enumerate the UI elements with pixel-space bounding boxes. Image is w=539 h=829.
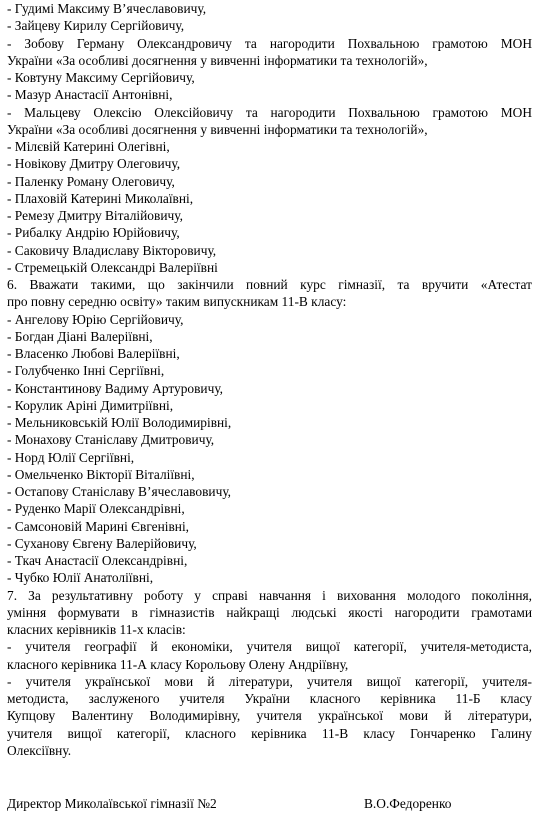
text-line: - Богдан Діані Валеріївні,	[7, 328, 153, 344]
text-line: - Руденко Марії Олександрівні,	[7, 501, 185, 517]
text-line: класного керівника 11-А класу Корольову Олену Андріївну,	[7, 656, 349, 672]
text-line: класних керівників 11-х класів:	[7, 622, 186, 637]
text-line: Олексіївну.	[7, 742, 72, 758]
text-line: - Мельниковській Юлії Володимирівні,	[7, 415, 232, 430]
text-line: - Ковтуну Максиму Сергійовичу,	[7, 70, 195, 85]
text-line: - Суханову Євгену Валерійовичу,	[7, 535, 197, 551]
text-line: - Ангелову Юрію Сергійовичу,	[7, 311, 184, 327]
text-line: - Омельченко Вікторії Віталіївні,	[7, 466, 195, 482]
director-position: Директор Миколаївської гімназії №2	[7, 796, 217, 811]
text-line: - Голубченко Інні Сергіївні,	[7, 363, 165, 379]
text-line: - Мальцеву Олексію Олексійовичу та нагородити Похвальною грамотою МОН	[7, 104, 532, 120]
text-line: - Зайцеву Кирилу Сергійовичу,	[7, 18, 185, 34]
text-line: - Мілєвій Катерині Олегівні,	[7, 139, 170, 154]
document-body	[7, 0, 532, 759]
text-line: Купцову Валентину Володимирівну, учителя української мови й літератури,	[7, 708, 532, 724]
text-line: - Ремезу Дмитру Віталійовичу,	[7, 208, 183, 223]
text-line: - Саковичу Владиславу Вікторовичу,	[7, 242, 217, 258]
text-line: - Новікову Дмитру Олеговичу,	[7, 156, 181, 172]
text-line: - Константинову Вадиму Артуровичу,	[7, 380, 224, 396]
text-line: учителя вищої категорії, класного керівника 11-В класу Гончаренко Галину	[7, 725, 532, 741]
text-line: - учителя географії й економіки, учителя вищої категорії, учителя-методиста,	[7, 639, 532, 655]
text-line: - Гудимі Максиму В’ячеславовичу,	[7, 1, 207, 16]
text-line: методиста, заслуженого учителя України класного керівника 11-Б класу	[7, 691, 532, 706]
text-line: - Ткач Анастасії Олександрівні,	[7, 553, 188, 568]
text-line: - Рибалку Андрію Юрійовичу,	[7, 225, 180, 241]
text-line: - Власенко Любові Валеріївні,	[7, 346, 180, 361]
text-line: 7. За результативну роботу у справі навчання і виховання молодого покоління,	[7, 587, 532, 603]
text-line: України «За особливі досягнення у вивченні інформатики та технологій»,	[7, 121, 428, 137]
text-line: - Стремецькій Олександрі Валеріївні	[7, 259, 218, 275]
text-line: - Монахову Станіславу Дмитровичу,	[7, 432, 215, 448]
text-line: - Норд Юлії Сергіївні,	[7, 449, 135, 465]
signature-block	[7, 795, 532, 812]
director-signature-name: В.О.Федоренко	[364, 796, 452, 811]
text-line: - Плаховій Катерині Миколаївні,	[7, 190, 194, 206]
text-line: - Остапову Станіславу В’ячеславовичу,	[7, 484, 232, 499]
text-line: уміння формувати в гімназистів найкращі людські якості нагородити грамотами	[7, 604, 532, 620]
text-line: - Зобову Герману Олександровичу та нагородити Похвальною грамотою МОН	[7, 35, 532, 51]
text-line: - Мазур Анастасії Антонівні,	[7, 87, 173, 103]
text-line: про повну середню освіту» таким випускникам 11-В класу:	[7, 294, 347, 310]
text-line: 6. Вважати такими, що закінчили повний курс гімназії, та вручити «Атестат	[7, 277, 532, 292]
text-line: - учителя української мови й літератури, учителя вищої категорії, учителя-	[7, 673, 532, 689]
text-line: - Самсоновій Марині Євгенівні,	[7, 518, 190, 534]
text-line: України «За особливі досягнення у вивченні інформатики та технологій»,	[7, 52, 428, 68]
text-line: - Паленку Роману Олеговичу,	[7, 173, 175, 189]
text-line: - Чубко Юлії Анатоліївні,	[7, 570, 154, 586]
text-line: - Корулик Аріні Димитріївні,	[7, 397, 174, 413]
